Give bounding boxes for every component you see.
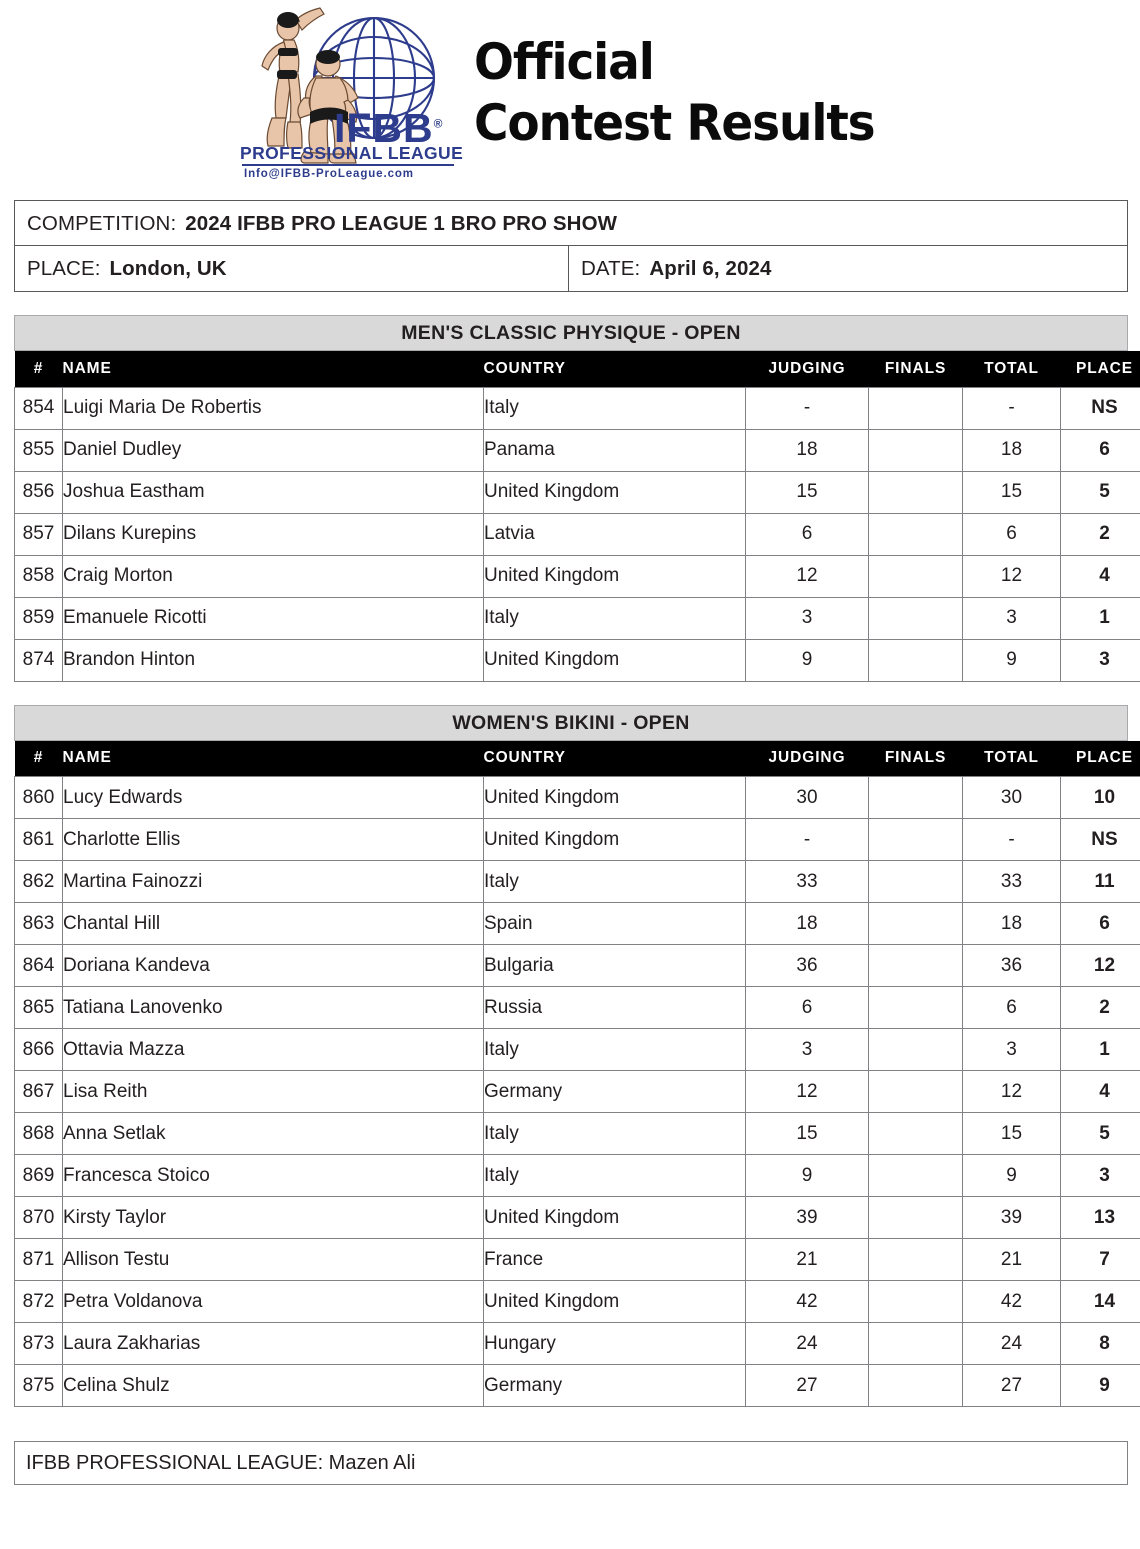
cell-num: 855 [15, 429, 63, 471]
cell-country: United Kingdom [484, 639, 746, 681]
table-row [15, 777, 1140, 819]
ifbb-logo [236, 0, 464, 186]
cell-finals [869, 1113, 963, 1155]
cell-name: Emanuele Ricotti [63, 597, 484, 639]
page-title [474, 0, 900, 154]
table-row [15, 987, 1140, 1029]
cell-judging: - [746, 387, 869, 429]
cell-judging: 3 [746, 1029, 869, 1071]
column-header-name: NAME [63, 351, 484, 387]
cell-country: United Kingdom [484, 777, 746, 819]
cell-total: 6 [963, 987, 1061, 1029]
cell-num: 871 [15, 1239, 63, 1281]
cell-name: Ottavia Mazza [63, 1029, 484, 1071]
cell-place: 6 [1061, 429, 1140, 471]
cell-judging: 21 [746, 1239, 869, 1281]
logo-divider [242, 164, 454, 166]
cell-finals [869, 1323, 963, 1365]
results-table [14, 741, 1140, 1408]
title-line-1: Official [474, 33, 654, 91]
cell-judging: 6 [746, 513, 869, 555]
results-section [14, 705, 1134, 1408]
cell-place: NS [1061, 387, 1140, 429]
cell-name: Kirsty Taylor [63, 1197, 484, 1239]
table-row [15, 903, 1140, 945]
cell-num: 861 [15, 819, 63, 861]
cell-judging: 9 [746, 639, 869, 681]
cell-num: 868 [15, 1113, 63, 1155]
cell-finals [869, 1365, 963, 1407]
cell-name: Anna Setlak [63, 1113, 484, 1155]
cell-country: United Kingdom [484, 819, 746, 861]
date-value: April 6, 2024 [649, 257, 772, 280]
place-date-row [15, 246, 1127, 291]
cell-total: 12 [963, 1071, 1061, 1113]
cell-num: 865 [15, 987, 63, 1029]
cell-num: 856 [15, 471, 63, 513]
cell-total: 6 [963, 513, 1061, 555]
cell-num: 873 [15, 1323, 63, 1365]
cell-place: 3 [1061, 1155, 1140, 1197]
cell-num: 874 [15, 639, 63, 681]
cell-place: 5 [1061, 1113, 1140, 1155]
cell-total: - [963, 819, 1061, 861]
cell-num: 866 [15, 1029, 63, 1071]
table-row [15, 1365, 1140, 1407]
cell-judging: 33 [746, 861, 869, 903]
cell-finals [869, 1197, 963, 1239]
date-label: DATE: [581, 257, 641, 280]
cell-num: 857 [15, 513, 63, 555]
table-header-row [15, 351, 1140, 387]
section-title: WOMEN'S BIKINI - OPEN [14, 705, 1128, 741]
cell-judging: 18 [746, 903, 869, 945]
cell-finals [869, 1071, 963, 1113]
cell-name: Joshua Eastham [63, 471, 484, 513]
results-table [14, 351, 1140, 682]
cell-name: Dilans Kurepins [63, 513, 484, 555]
cell-finals [869, 945, 963, 987]
cell-country: Panama [484, 429, 746, 471]
cell-total: 18 [963, 429, 1061, 471]
logo-league-text: PROFESSIONAL LEAGUE [240, 143, 464, 163]
column-header-total: TOTAL [963, 741, 1061, 777]
cell-country: Italy [484, 1113, 746, 1155]
cell-total: 36 [963, 945, 1061, 987]
column-header-country: COUNTRY [484, 351, 746, 387]
cell-total: 42 [963, 1281, 1061, 1323]
cell-name: Celina Shulz [63, 1365, 484, 1407]
competition-row [15, 201, 1127, 246]
column-header-name: NAME [63, 741, 484, 777]
cell-total: - [963, 387, 1061, 429]
cell-country: Italy [484, 1029, 746, 1071]
cell-place: 6 [1061, 903, 1140, 945]
cell-country: Hungary [484, 1323, 746, 1365]
cell-place: 3 [1061, 639, 1140, 681]
cell-finals [869, 1281, 963, 1323]
cell-finals [869, 777, 963, 819]
cell-finals [869, 861, 963, 903]
cell-country: Italy [484, 387, 746, 429]
cell-judging: 9 [746, 1155, 869, 1197]
cell-country: Italy [484, 597, 746, 639]
competition-cell [15, 201, 1127, 245]
cell-place: 2 [1061, 987, 1140, 1029]
cell-total: 12 [963, 555, 1061, 597]
cell-finals [869, 387, 963, 429]
cell-num: 859 [15, 597, 63, 639]
cell-judging: 3 [746, 597, 869, 639]
cell-place: 11 [1061, 861, 1140, 903]
cell-country: France [484, 1239, 746, 1281]
table-row [15, 471, 1140, 513]
cell-judging: 27 [746, 1365, 869, 1407]
cell-finals [869, 819, 963, 861]
cell-total: 15 [963, 471, 1061, 513]
table-row [15, 639, 1140, 681]
cell-finals [869, 987, 963, 1029]
cell-total: 27 [963, 1365, 1061, 1407]
column-header-finals: FINALS [869, 741, 963, 777]
results-sections [0, 315, 1140, 1407]
cell-total: 9 [963, 1155, 1061, 1197]
cell-name: Tatiana Lanovenko [63, 987, 484, 1029]
cell-country: Spain [484, 903, 746, 945]
cell-num: 875 [15, 1365, 63, 1407]
cell-finals [869, 429, 963, 471]
cell-judging: 12 [746, 1071, 869, 1113]
table-row [15, 1197, 1140, 1239]
cell-name: Martina Fainozzi [63, 861, 484, 903]
column-header-total: TOTAL [963, 351, 1061, 387]
cell-total: 21 [963, 1239, 1061, 1281]
cell-country: Italy [484, 1155, 746, 1197]
cell-country: Russia [484, 987, 746, 1029]
cell-finals [869, 471, 963, 513]
cell-num: 867 [15, 1071, 63, 1113]
cell-place: 10 [1061, 777, 1140, 819]
column-header-place: PLACE [1061, 741, 1140, 777]
cell-num: 869 [15, 1155, 63, 1197]
cell-name: Allison Testu [63, 1239, 484, 1281]
column-header-num: # [15, 351, 63, 387]
column-header-judging: JUDGING [746, 351, 869, 387]
date-cell [569, 246, 1127, 291]
logo-email-text: Info@IFBB-ProLeague.com [244, 168, 414, 180]
cell-country: Italy [484, 861, 746, 903]
cell-place: 2 [1061, 513, 1140, 555]
table-row [15, 1155, 1140, 1197]
cell-place: 9 [1061, 1365, 1140, 1407]
cell-num: 854 [15, 387, 63, 429]
column-header-country: COUNTRY [484, 741, 746, 777]
cell-total: 18 [963, 903, 1061, 945]
table-row [15, 1323, 1140, 1365]
cell-judging: - [746, 819, 869, 861]
competition-label: COMPETITION: [27, 212, 177, 235]
cell-name: Brandon Hinton [63, 639, 484, 681]
column-header-finals: FINALS [869, 351, 963, 387]
cell-finals [869, 597, 963, 639]
cell-country: Germany [484, 1365, 746, 1407]
table-row [15, 819, 1140, 861]
cell-judging: 6 [746, 987, 869, 1029]
cell-country: United Kingdom [484, 1197, 746, 1239]
cell-country: United Kingdom [484, 471, 746, 513]
table-row [15, 597, 1140, 639]
results-section [14, 315, 1134, 682]
cell-total: 24 [963, 1323, 1061, 1365]
cell-name: Craig Morton [63, 555, 484, 597]
table-row [15, 429, 1140, 471]
cell-place: 12 [1061, 945, 1140, 987]
title-line-2: Contest Results [474, 94, 875, 152]
cell-judging: 12 [746, 555, 869, 597]
table-row [15, 945, 1140, 987]
cell-place: 13 [1061, 1197, 1140, 1239]
table-header-row [15, 741, 1140, 777]
cell-finals [869, 1155, 963, 1197]
cell-num: 872 [15, 1281, 63, 1323]
table-row [15, 1071, 1140, 1113]
cell-country: Latvia [484, 513, 746, 555]
cell-place: 5 [1061, 471, 1140, 513]
cell-country: United Kingdom [484, 1281, 746, 1323]
cell-name: Daniel Dudley [63, 429, 484, 471]
cell-place: 14 [1061, 1281, 1140, 1323]
cell-finals [869, 555, 963, 597]
cell-name: Charlotte Ellis [63, 819, 484, 861]
cell-place: 4 [1061, 555, 1140, 597]
cell-country: Bulgaria [484, 945, 746, 987]
cell-place: 8 [1061, 1323, 1140, 1365]
column-header-judging: JUDGING [746, 741, 869, 777]
cell-total: 9 [963, 639, 1061, 681]
document-header [0, 0, 1140, 196]
cell-place: 1 [1061, 1029, 1140, 1071]
column-header-num: # [15, 741, 63, 777]
registered-mark: ® [433, 116, 444, 131]
cell-place: 7 [1061, 1239, 1140, 1281]
cell-total: 15 [963, 1113, 1061, 1155]
cell-judging: 30 [746, 777, 869, 819]
cell-place: NS [1061, 819, 1140, 861]
cell-finals [869, 903, 963, 945]
competition-value: 2024 IFBB PRO LEAGUE 1 BRO PRO SHOW [185, 212, 618, 235]
cell-country: Germany [484, 1071, 746, 1113]
table-row [15, 1029, 1140, 1071]
cell-num: 863 [15, 903, 63, 945]
table-row [15, 513, 1140, 555]
cell-total: 3 [963, 597, 1061, 639]
cell-judging: 15 [746, 1113, 869, 1155]
cell-judging: 24 [746, 1323, 869, 1365]
cell-name: Luigi Maria De Robertis [63, 387, 484, 429]
cell-judging: 36 [746, 945, 869, 987]
cell-judging: 18 [746, 429, 869, 471]
cell-finals [869, 1239, 963, 1281]
table-row [15, 861, 1140, 903]
cell-place: 1 [1061, 597, 1140, 639]
cell-total: 33 [963, 861, 1061, 903]
cell-total: 30 [963, 777, 1061, 819]
cell-name: Chantal Hill [63, 903, 484, 945]
cell-total: 39 [963, 1197, 1061, 1239]
table-row [15, 1113, 1140, 1155]
cell-num: 860 [15, 777, 63, 819]
cell-name: Lucy Edwards [63, 777, 484, 819]
cell-num: 870 [15, 1197, 63, 1239]
column-header-place: PLACE [1061, 351, 1140, 387]
cell-num: 858 [15, 555, 63, 597]
place-cell [15, 246, 569, 291]
logo-ifbb-text: IFBB® [334, 105, 444, 151]
cell-name: Francesca Stoico [63, 1155, 484, 1197]
cell-name: Doriana Kandeva [63, 945, 484, 987]
cell-finals [869, 1029, 963, 1071]
table-row [15, 1239, 1140, 1281]
table-row [15, 555, 1140, 597]
cell-finals [869, 639, 963, 681]
cell-name: Lisa Reith [63, 1071, 484, 1113]
cell-name: Laura Zakharias [63, 1323, 484, 1365]
place-value: London, UK [109, 257, 227, 280]
cell-judging: 15 [746, 471, 869, 513]
cell-judging: 39 [746, 1197, 869, 1239]
footer-official: IFBB PROFESSIONAL LEAGUE: Mazen Ali [14, 1441, 1128, 1485]
section-title: MEN'S CLASSIC PHYSIQUE - OPEN [14, 315, 1128, 351]
cell-place: 4 [1061, 1071, 1140, 1113]
competition-info-box [14, 200, 1128, 292]
cell-num: 862 [15, 861, 63, 903]
cell-num: 864 [15, 945, 63, 987]
cell-name: Petra Voldanova [63, 1281, 484, 1323]
cell-total: 3 [963, 1029, 1061, 1071]
cell-country: United Kingdom [484, 555, 746, 597]
place-label: PLACE: [27, 257, 101, 280]
cell-finals [869, 513, 963, 555]
table-row [15, 1281, 1140, 1323]
cell-judging: 42 [746, 1281, 869, 1323]
table-row [15, 387, 1140, 429]
